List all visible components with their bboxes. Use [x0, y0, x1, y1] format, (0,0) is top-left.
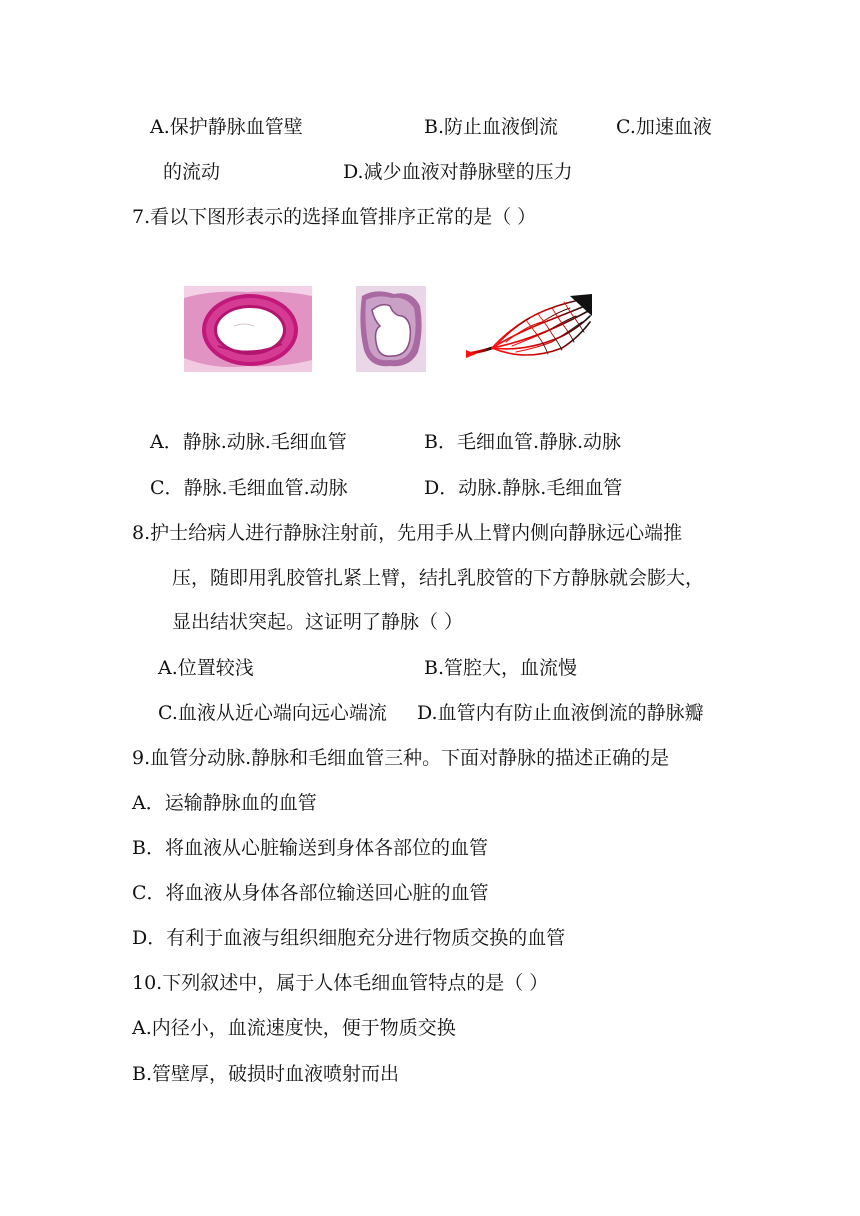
vein-cross-section-image — [356, 286, 426, 372]
q6-option-b: B.防止血液倒流 — [424, 116, 559, 138]
q7-option-b: B．毛细血管.静脉.动脉 — [424, 431, 622, 453]
q8-option-d: D.血管内有防止血液倒流的静脉瓣 — [417, 702, 704, 724]
q6-option-a: A.保护静脉血管壁 — [150, 116, 303, 138]
q10-option-b: B.管壁厚，破损时血液喷射而出 — [132, 1063, 400, 1085]
q8-option-b: B.管腔大，血流慢 — [424, 657, 578, 679]
q8-stem-line-2: 压，随即用乳胶管扎紧上臂，结扎乳胶管的下方静脉就会膨大， — [172, 567, 705, 589]
artery-cross-section-image — [184, 286, 312, 372]
q10-option-a: A.内径小，血流速度快，便于物质交换 — [132, 1017, 456, 1039]
q7-option-c: C．静脉.毛细血管.动脉 — [150, 477, 348, 499]
q8-option-c: C.血液从近心端向远心端流 — [158, 702, 387, 724]
q9-option-a: A．运输静脉血的血管 — [132, 792, 317, 814]
q10-stem: 10.下列叙述中，属于人体毛细血管特点的是（ ） — [132, 972, 549, 994]
q7-option-a: A．静脉.动脉.毛细血管 — [150, 431, 347, 453]
q9-option-d: D．有利于血液与组织细胞充分进行物质交换的血管 — [132, 927, 566, 949]
q7-option-d: D．动脉.静脉.毛细血管 — [424, 477, 623, 499]
capillary-network-image — [466, 292, 592, 364]
q7-stem: 7.看以下图形表示的选择血管排序正常的是（ ） — [132, 206, 537, 228]
q6-option-d: D.减少血液对静脉壁的压力 — [343, 161, 573, 183]
q9-option-b: B．将血液从心脏输送到身体各部位的血管 — [132, 837, 488, 859]
q9-option-c: C．将血液从身体各部位输送回心脏的血管 — [132, 882, 489, 904]
q8-stem-line-3: 显出结状突起。这证明了静脉（ ） — [172, 611, 464, 633]
q6-option-c: C.加速血液 — [616, 116, 712, 138]
q8-option-a: A.位置较浅 — [158, 657, 254, 679]
q9-stem: 9.血管分动脉.静脉和毛细血管三种。下面对静脉的描述正确的是 — [132, 747, 670, 769]
q8-stem-line-1: 8.护士给病人进行静脉注射前，先用手从上臂内侧向静脉远心端推 — [132, 522, 683, 544]
q6-option-c-continued: 的流动 — [163, 161, 221, 183]
